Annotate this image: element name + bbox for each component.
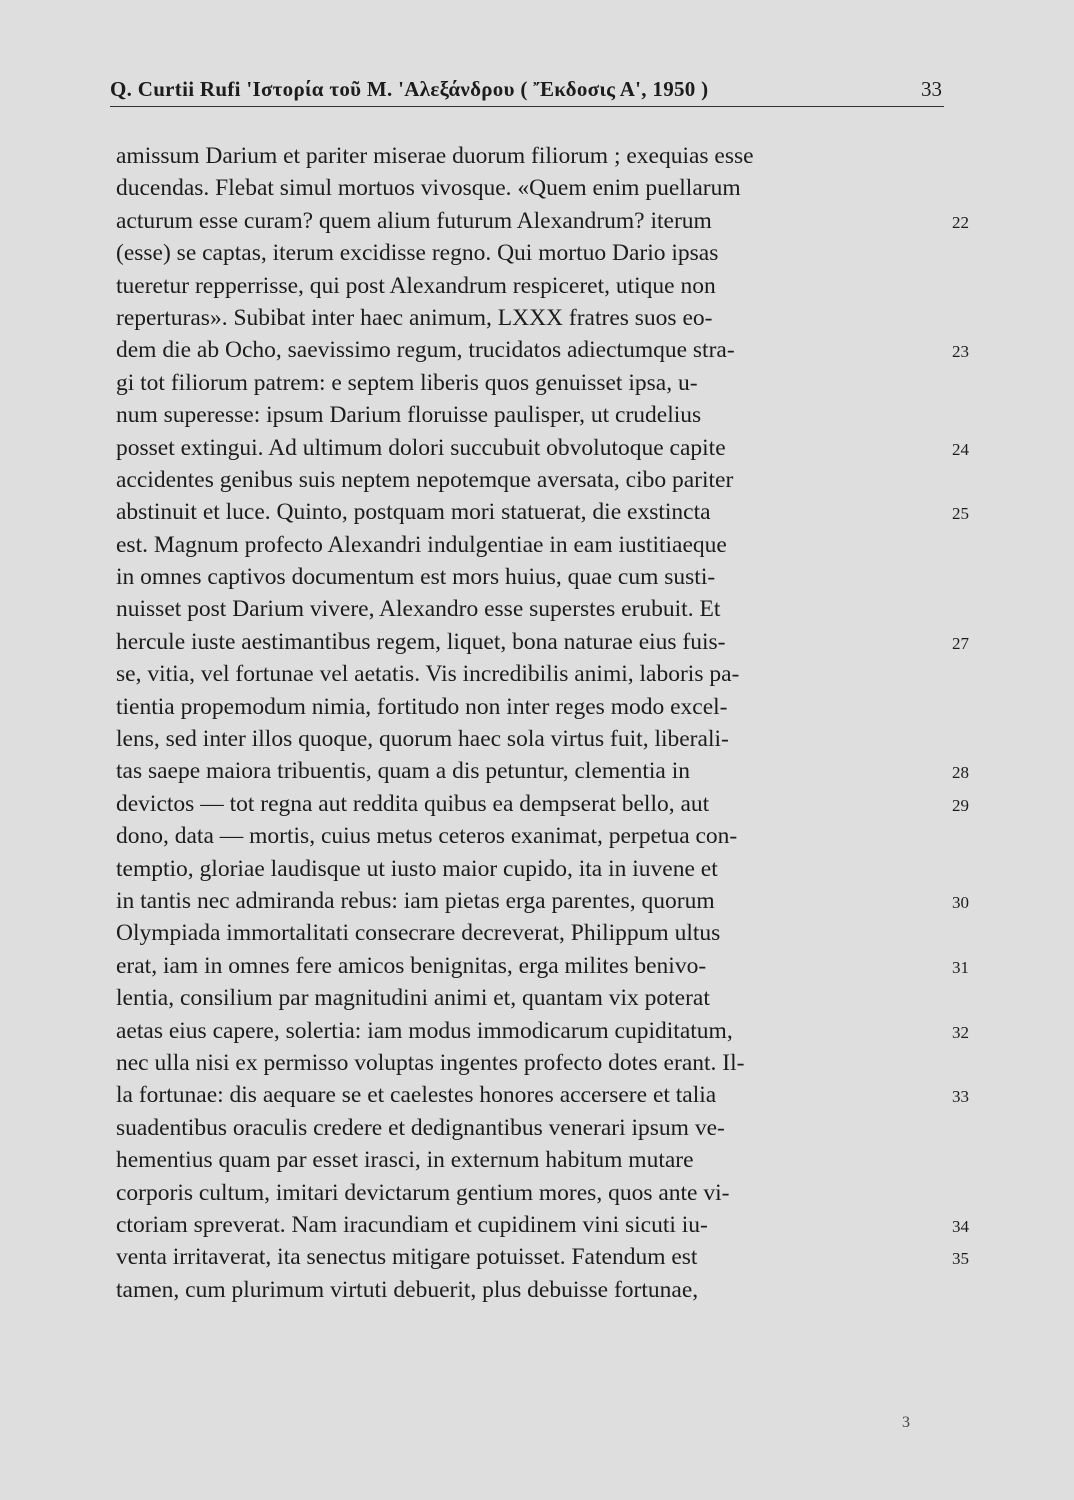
line-text: acturum esse curam? quem alium futurum Alexandrum? iterum [116,207,712,234]
text-line [116,853,942,885]
line-text: tamen, cum plurimum virtuti debuerit, plus debuisse fortunae, [116,1276,699,1303]
text-body [116,140,969,1306]
line-text: posset extingui. Ad ultimum dolori succubuit obvolutoque capite [116,434,726,461]
margin-section-number: 24 [952,439,969,459]
margin-section-number: 25 [952,504,969,524]
text-line [116,270,942,302]
line-text: est. Magnum profecto Alexandri indulgentiae in eam iustitiaeque [116,531,727,558]
line-text: in tantis nec admiranda rebus: iam pietas erga parentes, quorum [116,887,715,914]
line-text: abstinuit et luce. Quinto, postquam mori statuerat, die exstincta [116,499,711,526]
text-line [116,1047,942,1079]
text-line [116,1209,969,1241]
margin-section-number: 32 [952,1022,969,1042]
text-line [116,788,969,820]
text-line [116,1112,942,1144]
margin-section-number: 27 [952,633,969,653]
text-line [116,399,942,431]
text-line [116,950,969,982]
line-text: ctoriam spreverat. Nam iracundiam et cupidinem vini sicuti iu- [116,1211,708,1238]
line-text: hercule iuste aestimantibus regem, liquet, bona naturae eius fuis- [116,628,726,655]
text-line [116,820,942,852]
line-text: nuisset post Darium vivere, Alexandro esse superstes erubuit. Et [116,596,721,623]
text-line [116,237,942,269]
text-line [116,658,942,690]
line-text: suadentibus oraculis credere et dedignantibus venerari ipsum ve- [116,1114,725,1141]
line-text: num superesse: ipsum Darium floruisse paulisper, ut crudelius [116,402,702,429]
line-text: la fortunae: dis aequare se et caelestes honores accersere et talia [116,1082,717,1109]
text-line [116,496,969,528]
line-text: tas saepe maiora tribuentis, quam a dis petuntur, clementia in [116,758,690,785]
margin-section-number: 28 [952,763,969,783]
running-header [110,72,944,107]
margin-section-number: 22 [952,212,969,232]
line-text: devictos — tot regna aut reddita quibus ea dempserat bello, aut [116,790,710,817]
text-line [116,1015,969,1047]
line-text: venta irritaverat, ita senectus mitigare potuisset. Fatendum est [116,1244,698,1271]
text-line [116,302,942,334]
line-text: aetas eius capere, solertia: iam modus immodicarum cupiditatum, [116,1017,733,1044]
text-line [116,1274,942,1306]
signature-mark: 3 [902,1414,910,1431]
text-line [116,529,942,561]
text-line [116,172,942,204]
line-text: dono, data — mortis, cuius metus ceteros exanimat, perpetua con- [116,823,738,850]
line-text: amissum Darium et pariter miserae duorum filiorum ; exequias esse [116,143,754,169]
line-text: gi tot filiorum patrem: e septem liberis quos genuisset ipsa, u- [116,369,698,396]
text-line [116,626,969,658]
text-line [116,140,942,172]
text-line [116,432,969,464]
text-line [116,334,969,366]
line-text: dem die ab Ocho, saevissimo regum, trucidatos adiectumque stra- [116,337,735,364]
margin-section-number: 31 [952,957,969,977]
margin-section-number: 29 [952,795,969,815]
line-text: reperturas». Subibat inter haec animum, LXXX fratres suos eo- [116,304,713,331]
text-line [116,691,942,723]
line-text: corporis cultum, imitari devictarum gentium mores, quos ante vi- [116,1179,730,1206]
text-line [116,982,942,1014]
text-line [116,723,942,755]
text-line [116,1079,969,1111]
text-line [116,367,942,399]
line-text: lentia, consilium par magnitudini animi et, quantam vix poterat [116,985,710,1012]
text-line [116,1144,942,1176]
text-line [116,1241,969,1273]
text-line [116,917,942,949]
line-text: (esse) se captas, iterum excidisse regno. Qui mortuo Dario ipsas [116,240,719,267]
line-text: tientia propemodum nimia, fortitudo non inter reges modo excel- [116,693,728,720]
line-text: in omnes captivos documentum est mors huius, quae cum susti- [116,564,716,591]
line-text: Olympiada immortalitati consecrare decreverat, Philippum ultus [116,920,721,947]
text-line [116,885,969,917]
text-line [116,205,969,237]
text-line [116,464,942,496]
line-text: temptio, gloriae laudisque ut iusto maior cupido, ita in iuvene et [116,855,718,882]
text-line [116,561,942,593]
margin-section-number: 33 [952,1087,969,1107]
line-text: hementius quam par esset irasci, in externum habitum mutare [116,1147,694,1174]
margin-section-number: 23 [952,342,969,362]
text-line [116,1177,942,1209]
line-text: ducendas. Flebat simul mortuos vivosque. «Quem enim puellarum [116,175,741,202]
line-text: tueretur repperrisse, qui post Alexandrum respiceret, utique non [116,272,716,299]
line-text: se, vitia, vel fortunae vel aetatis. Vis incredibilis animi, laboris pa- [116,661,740,688]
line-text: lens, sed inter illos quoque, quorum haec sola virtus fuit, liberali- [116,726,729,753]
line-text: nec ulla nisi ex permisso voluptas ingentes profecto dotes erant. Il- [116,1049,745,1076]
text-line [116,593,942,625]
margin-section-number: 35 [952,1249,969,1269]
margin-section-number: 34 [952,1216,969,1236]
margin-section-number: 30 [952,892,969,912]
line-text: accidentes genibus suis neptem nepotemque aversata, cibo pariter [116,466,734,493]
header-title: Q. Curtii Rufi 'Ιστορία τοῦ Μ. 'Αλεξάνδρου ( Ἔκδοσις Α', 1950 ) [110,77,709,101]
text-line [116,755,969,787]
line-text: erat, iam in omnes fere amicos benignitas, erga milites benivo- [116,952,707,979]
page-number: 33 [921,77,942,101]
